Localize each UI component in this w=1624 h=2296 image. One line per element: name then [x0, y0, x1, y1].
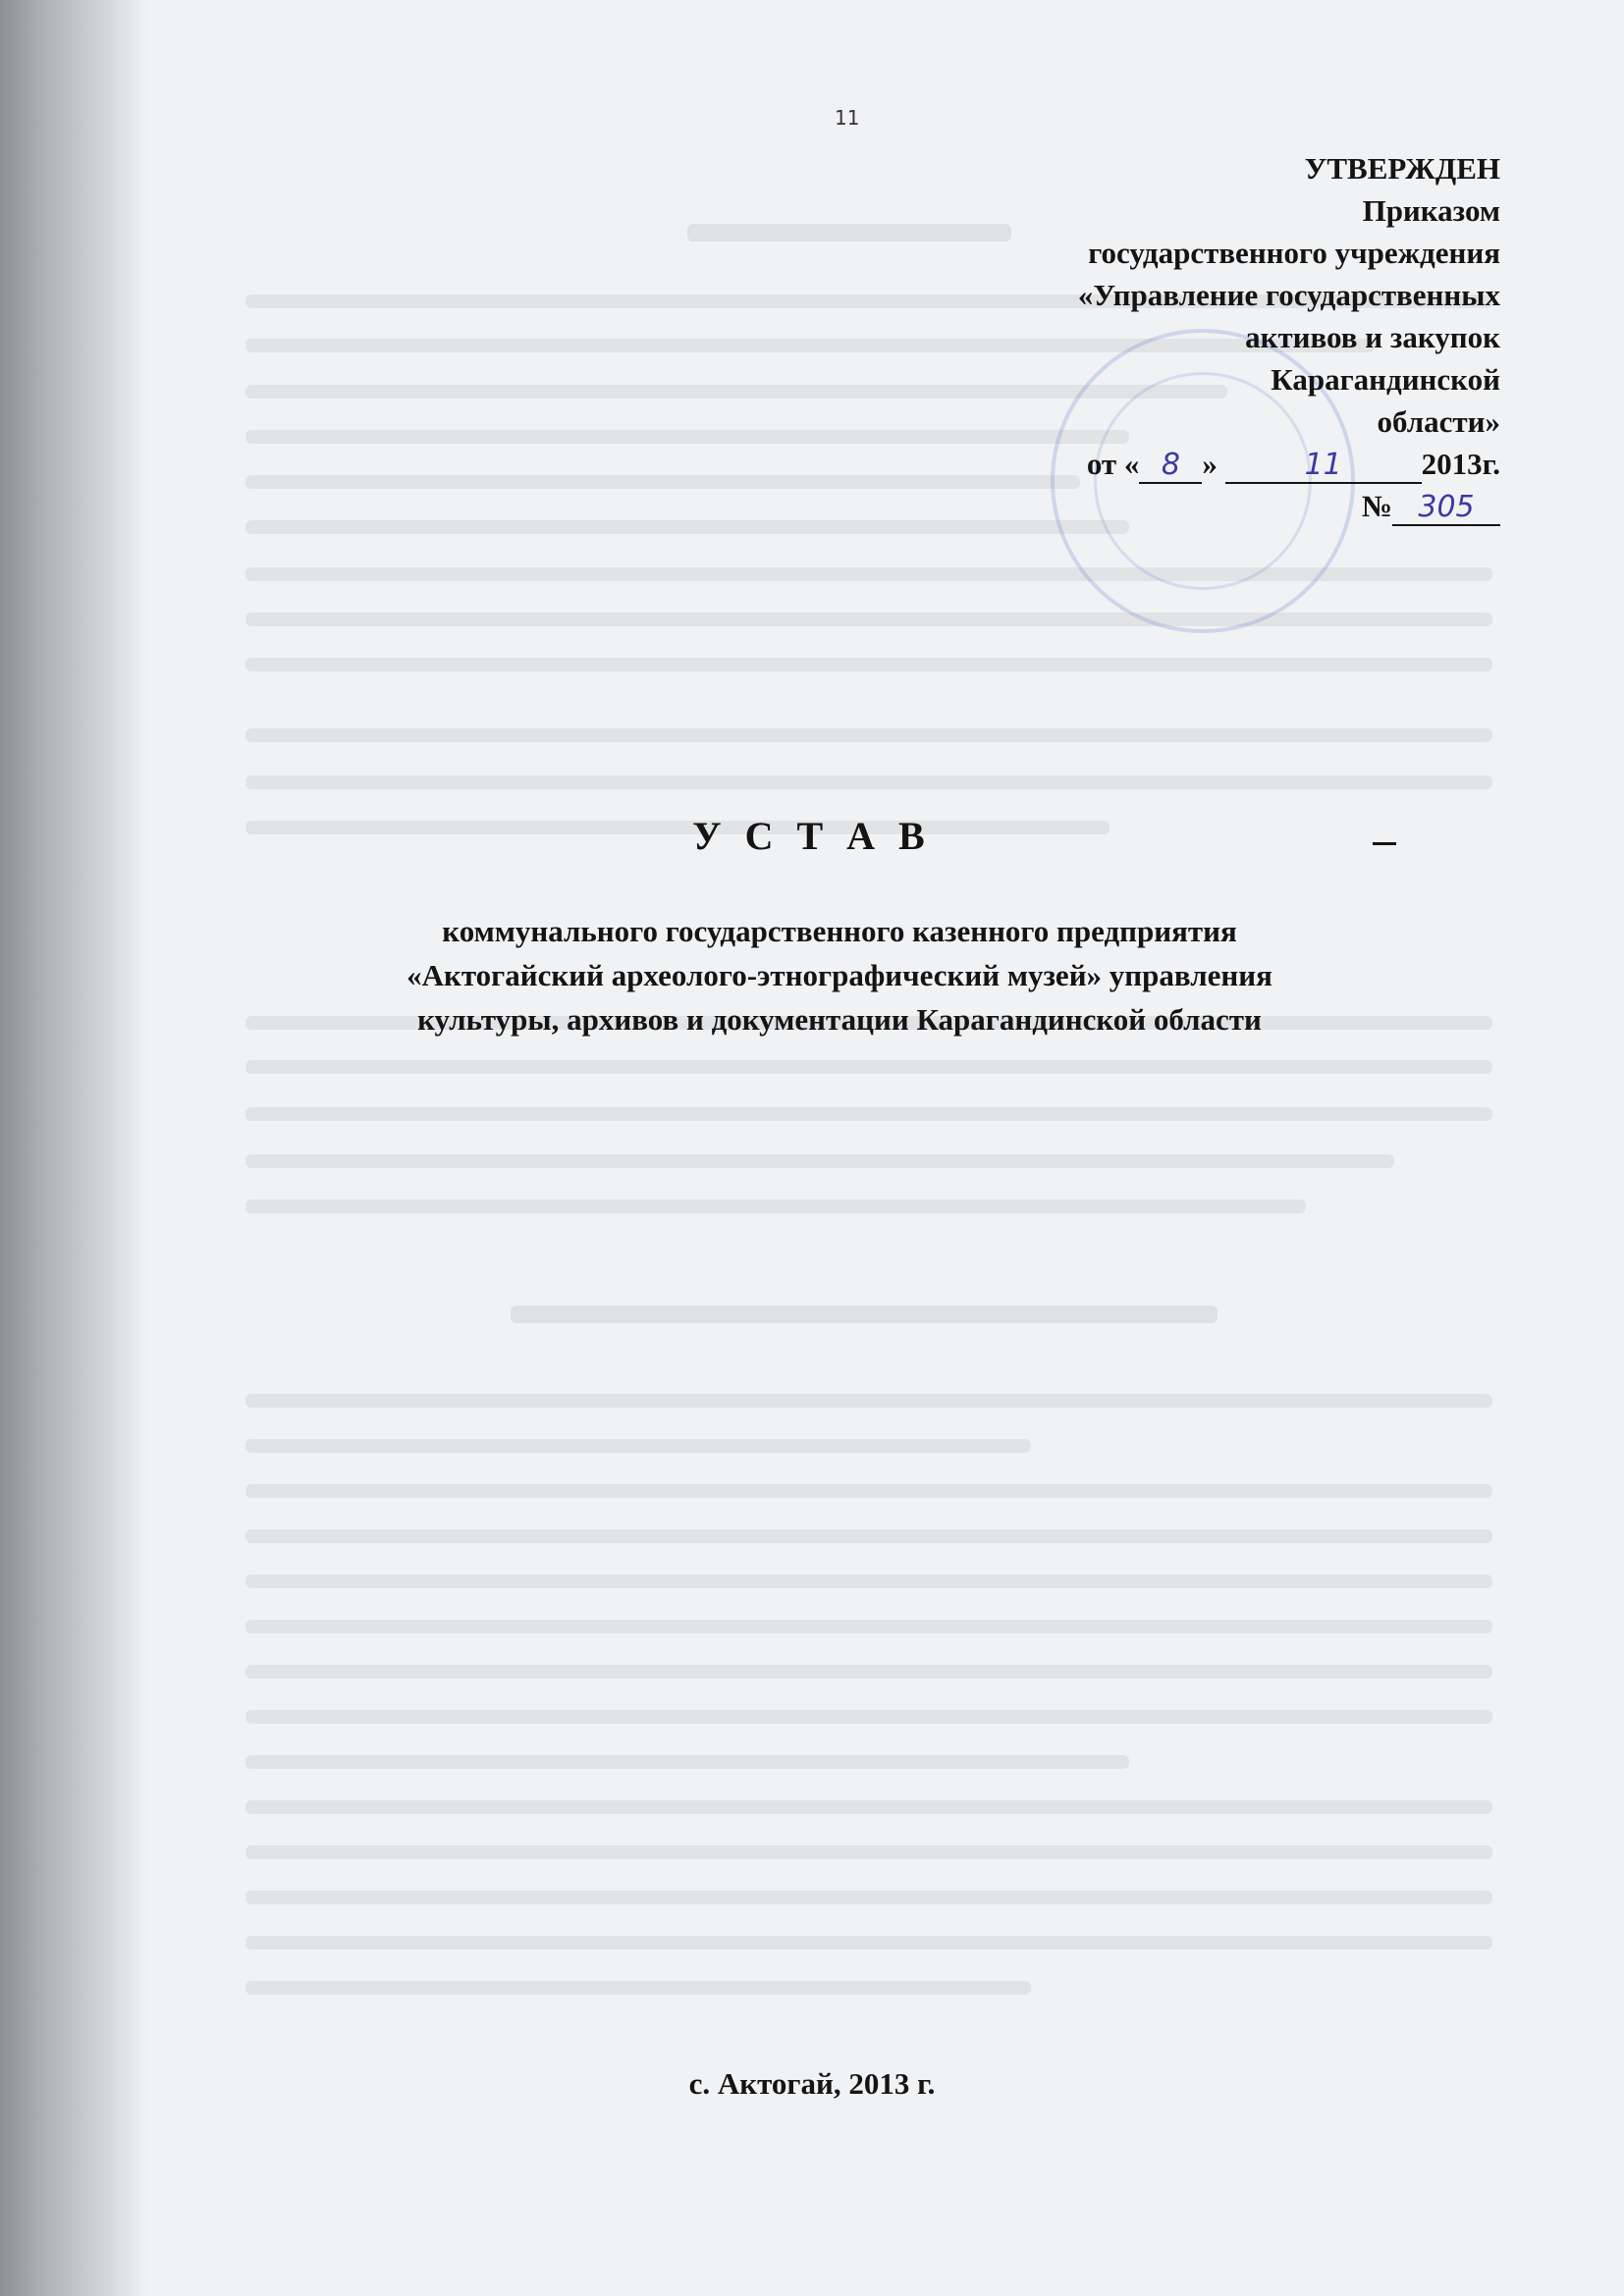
approval-block [754, 147, 1500, 527]
document-title: У С Т А В [692, 814, 932, 858]
stray-dash [1373, 842, 1396, 845]
number-handwritten: 305 [1392, 491, 1500, 526]
date-month-handwritten: 11 [1225, 449, 1422, 484]
date-day-handwritten: 8 [1139, 449, 1202, 484]
approval-line-3: «Управление государственных [1077, 278, 1500, 312]
approval-heading: УТВЕРЖДЕН [1304, 151, 1500, 186]
document-subtitle [236, 909, 1443, 1041]
subtitle-line-2: «Актогайский археолого-этнографический музей» управления [406, 958, 1272, 992]
subtitle-line-1: коммунального государственного казенного предприятия [442, 914, 1237, 948]
scan-shadow [0, 0, 147, 2296]
approval-line-4: активов и закупок [1245, 320, 1500, 354]
approval-line-5: Карагандинской [1271, 362, 1500, 397]
approval-line-2: государственного учреждения [1088, 236, 1500, 270]
approval-line-1: Приказом [1362, 193, 1500, 228]
date-prefix: от « [1086, 447, 1140, 481]
date-mid: » [1202, 447, 1218, 481]
approval-number [754, 485, 1500, 527]
page-number: 11 [835, 106, 860, 130]
subtitle-line-3: культуры, архивов и документации Карагандинской области [417, 1002, 1262, 1037]
number-label: № [1361, 489, 1392, 523]
place-and-year: с. Актогай, 2013 г. [688, 2066, 936, 2101]
date-year: 2013г. [1421, 447, 1500, 481]
approval-date [754, 443, 1500, 485]
approval-line-6: области» [1377, 404, 1500, 439]
